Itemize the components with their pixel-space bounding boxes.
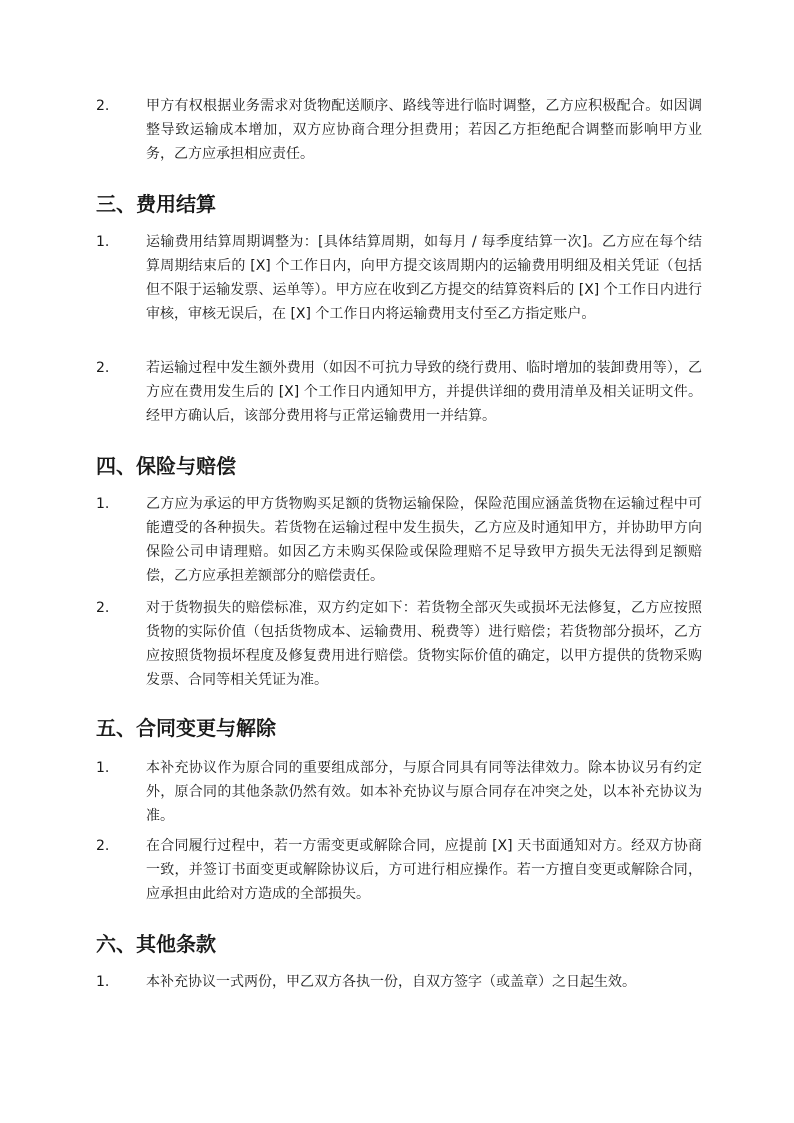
list-item [96, 970, 702, 994]
section-heading-insurance-compensation: 四、保险与赔偿 [96, 454, 236, 478]
list-item [96, 94, 702, 166]
item-number: 1. [96, 234, 110, 250]
list-item [96, 756, 702, 828]
list-item [96, 834, 702, 906]
item-text: 本补充协议一式两份，甲乙双方各执一份，自双方签字（或盖章）之日起生效。 [146, 974, 636, 990]
section-heading-contract-change: 五、合同变更与解除 [96, 716, 276, 740]
list-item [96, 492, 702, 588]
section-heading-other-terms: 六、其他条款 [96, 932, 216, 956]
item-text: 运输费用结算周期调整为：[具体结算周期，如每月 / 每季度结算一次]。乙方应在每个结算周期结束后的 [X] 个工作日内，向甲方提交该周期内的运输费用明细及相关凭证（包括但不限于运输发票、运单等）。甲方应在收到乙方提交的结算资料后的 [X] 个工作日内进行审核，审核无误后，在 [X] 个工作日内将运输费用支付至乙方指定账户。 [146, 234, 702, 322]
list-item [96, 356, 702, 428]
item-number: 1. [96, 974, 110, 990]
item-text: 在合同履行过程中，若一方需变更或解除合同，应提前 [X] 天书面通知对方。经双方协商一致，并签订书面变更或解除协议后，方可进行相应操作。若一方擅自变更或解除合同，应承担由此给对方造成的全部损失。 [146, 838, 702, 902]
item-text: 甲方有权根据业务需求对货物配送顺序、路线等进行临时调整，乙方应积极配合。如因调整导致运输成本增加，双方应协商合理分担费用；若因乙方拒绝配合调整而影响甲方业务，乙方应承担相应责任。 [146, 98, 702, 162]
section-heading-fee-settlement: 三、费用结算 [96, 192, 216, 216]
item-text: 若运输过程中发生额外费用（如因不可抗力导致的绕行费用、临时增加的装卸费用等），乙方应在费用发生后的 [X] 个工作日内通知甲方，并提供详细的费用清单及相关证明文件。经甲方确认后，该部分费用将与正常运输费用一并结算。 [146, 360, 702, 424]
item-number: 2. [96, 838, 110, 854]
list-item [96, 596, 702, 692]
list-item [96, 230, 702, 326]
item-text: 乙方应为承运的甲方货物购买足额的货物运输保险，保险范围应涵盖货物在运输过程中可能遭受的各种损失。若货物在运输过程中发生损失，乙方应及时通知甲方，并协助甲方向保险公司申请理赔。如因乙方未购买保险或保险理赔不足导致甲方损失无法得到足额赔偿，乙方应承担差额部分的赔偿责任。 [146, 496, 702, 584]
item-number: 2. [96, 360, 110, 376]
item-text: 本补充协议作为原合同的重要组成部分，与原合同具有同等法律效力。除本协议另有约定外，原合同的其他条款仍然有效。如本补充协议与原合同存在冲突之处，以本补充协议为准。 [146, 760, 702, 824]
item-number: 2. [96, 98, 110, 114]
item-number: 1. [96, 760, 110, 776]
item-text: 对于货物损失的赔偿标准，双方约定如下：若货物全部灭失或损坏无法修复，乙方应按照货物的实际价值（包括货物成本、运输费用、税费等）进行赔偿；若货物部分损坏，乙方应按照货物损坏程度及修复费用进行赔偿。货物实际价值的确定，以甲方提供的货物采购发票、合同等相关凭证为准。 [146, 600, 702, 688]
item-number: 2. [96, 600, 110, 616]
item-number: 1. [96, 496, 110, 512]
